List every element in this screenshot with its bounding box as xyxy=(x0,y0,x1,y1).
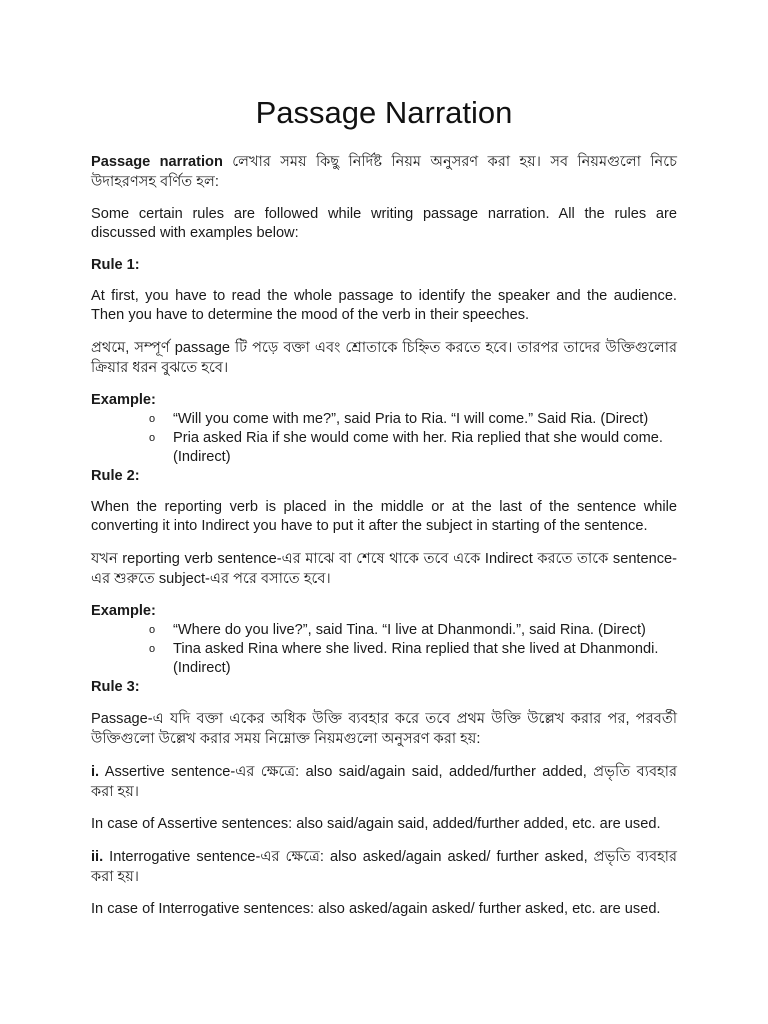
bullet-icon: o xyxy=(149,643,156,655)
list-item xyxy=(91,640,677,678)
intro-bengali-text: লেখার সময় কিছু নির্দিষ্ট নিয়ম অনুসরণ করা হয়। সব নিয়মগুলো নিচে উদাহরণসহ বর্ণিত হল: xyxy=(91,154,677,190)
rule-2-bengali-text: যখন reporting verb sentence-এর মাঝে বা শেষে থাকে তবে একে Indirect করতে তাকে sentence-এর শুরুতে subject-এর পরে বসাতে হবে। xyxy=(91,551,677,587)
rule-1-bengali-text: প্রথমে, সম্পূর্ণ passage টি পড়ে বক্তা এবং শ্রোতাকে চিহ্নিত করতে হবে। তারপর তাদের উক্তিগুলোর ক্রিয়ার ধরন বুঝতে হবে। xyxy=(91,340,677,376)
rule-1-heading: Rule 1: xyxy=(91,257,140,273)
rule-3-item-2-bengali xyxy=(91,847,677,887)
rule-1-example-label: Example: xyxy=(91,392,156,408)
rule-3-item-2-english: In case of Interrogative sentences: also asked/again asked/ further asked, etc. are used. xyxy=(91,901,661,917)
rule-3-heading: Rule 3: xyxy=(91,679,140,695)
item-2-number: ii. xyxy=(91,849,104,865)
rule-2-example-label: Example: xyxy=(91,603,156,619)
rule-3-bengali-text: Passage-এ যদি বক্তা একের অধিক উক্তি ব্যবহার করে তবে প্রথম উক্তি উল্লেখ করার পর, পরবর্তী উক্তিগুলো উল্লেখ করার সময় নিম্নোক্ত নিয়মগুলো অনুসরণ করা হয়: xyxy=(91,711,677,747)
rule-3-item-1-bengali xyxy=(91,762,677,802)
rule-2-english-text: When the reporting verb is placed in the middle or at the last of the sentence while converting it into Indirect you have to put it after the subject in starting of the sentence. xyxy=(91,499,677,534)
bullet-icon: o xyxy=(149,624,156,636)
document-body xyxy=(91,152,677,919)
bullet-icon: o xyxy=(149,432,156,444)
item-2-bengali-text: Interrogative sentence-এর ক্ষেত্রে: also asked/again asked/ further asked, প্রভৃতি ব্যবহার করা হয়। xyxy=(91,849,677,885)
page-title: Passage Narration xyxy=(255,95,513,130)
list-item xyxy=(91,621,677,640)
intro-english-paragraph: Some certain rules are followed while writing passage narration. All the rules are discussed with examples below: xyxy=(91,206,677,241)
intro-lead-term: Passage narration xyxy=(91,154,223,170)
item-1-number: i. xyxy=(91,764,100,780)
example-text: “Where do you live?”, said Tina. “I live at Dhanmondi.”, said Rina. (Direct) xyxy=(173,622,646,638)
list-item xyxy=(91,410,677,429)
example-text: Pria asked Ria if she would come with her. Ria replied that she would come. (Indirect) xyxy=(173,430,663,465)
rule-2-heading: Rule 2: xyxy=(91,468,140,484)
rule-2-example-list xyxy=(91,621,677,678)
rule-1-example-list xyxy=(91,410,677,467)
example-text: Tina asked Rina where she lived. Rina replied that she lived at Dhanmondi. (Indirect) xyxy=(173,641,659,676)
example-text: “Will you come with me?”, said Pria to Ria. “I will come.” Said Ria. (Direct) xyxy=(173,411,649,427)
bullet-icon: o xyxy=(149,413,156,425)
intro-bengali-paragraph xyxy=(91,152,677,192)
rule-1-english-text: At first, you have to read the whole passage to identify the speaker and the audience. Then you have to determine the mood of the verb in their speeches. xyxy=(91,288,677,323)
rule-3-item-1-english: In case of Assertive sentences: also said/again said, added/further added, etc. are used. xyxy=(91,816,661,832)
list-item xyxy=(91,429,677,467)
item-1-bengali-text: Assertive sentence-এর ক্ষেত্রে: also said/again said, added/further added, প্রভৃতি ব্যবহার করা হয়। xyxy=(91,764,677,800)
